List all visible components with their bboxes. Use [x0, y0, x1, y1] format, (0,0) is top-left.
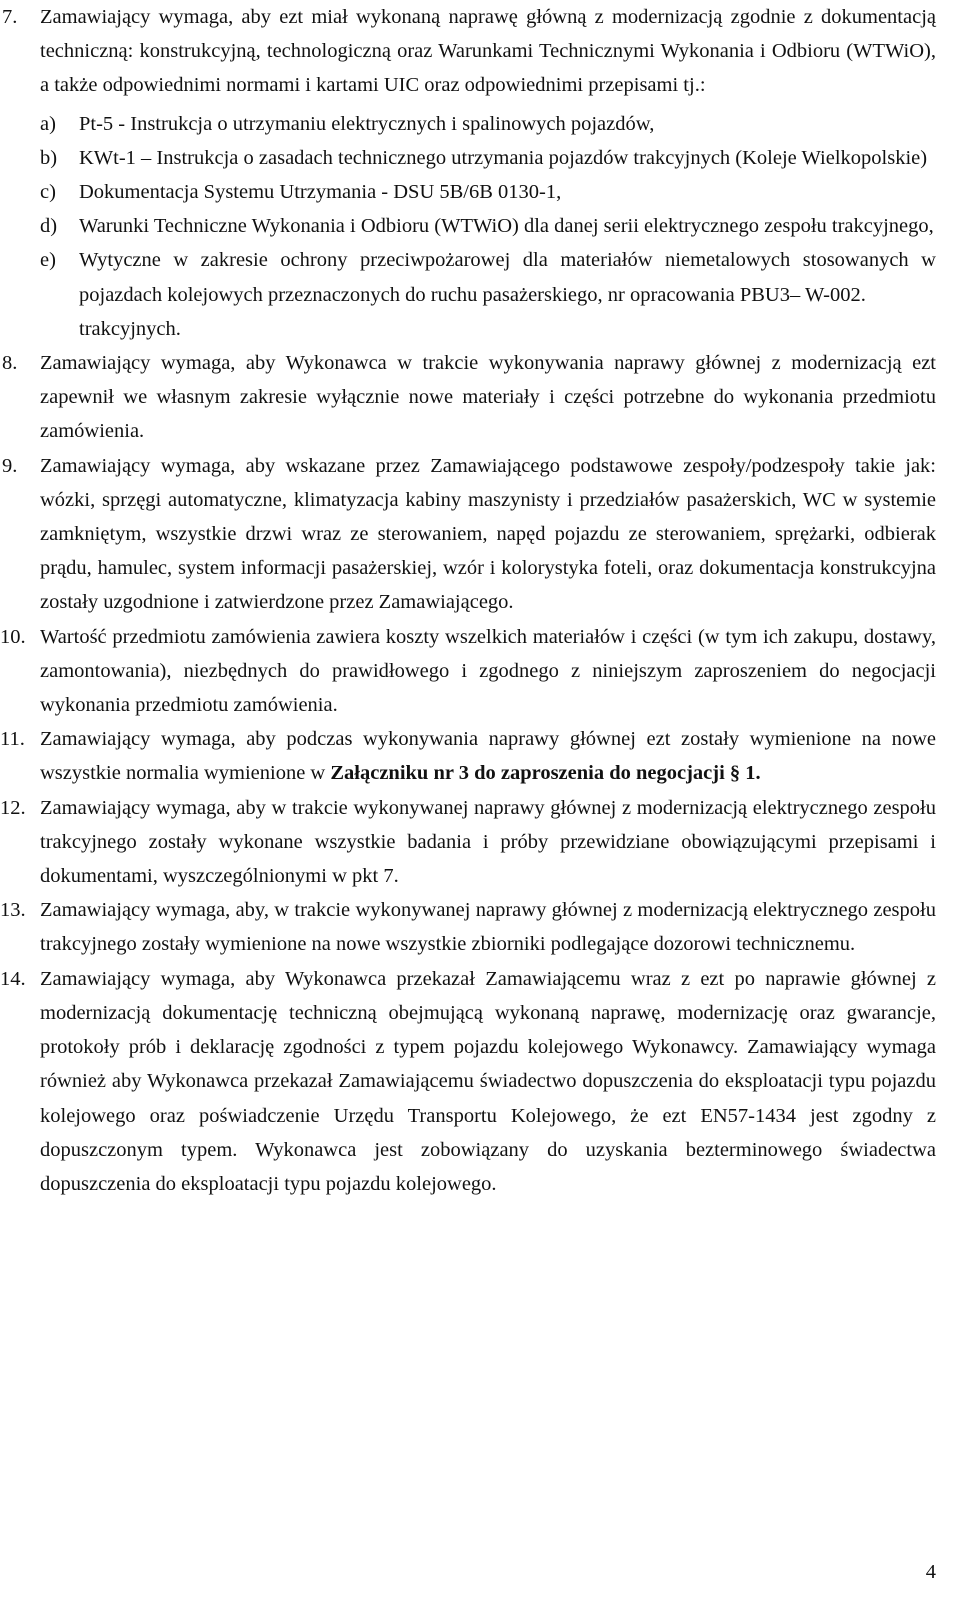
sub-item-text: KWt-1 – Instrukcja o zasadach technicznego utrzymania pojazdów trakcyjnych (Koleje Wielkopolskie) — [79, 146, 928, 169]
item-text: Zamawiający wymaga, aby, w trakcie wykonywanej naprawy głównej z modernizacją elektrycznego zespołu trakcyjnego zostały wymienione na nowe wszystkie zbiorniki podlegające dozorowi technicznemu. — [40, 899, 936, 956]
sub-item-text: Dokumentacja Systemu Utrzymania - DSU 5B/6B 0130-1, — [79, 181, 562, 204]
sub-item-e — [0, 243, 960, 311]
sub-item-letter: e) — [40, 249, 56, 272]
list-item-11 — [0, 722, 960, 790]
list-item-12 — [0, 791, 960, 894]
item-number: 11. — [0, 728, 25, 751]
sub-item-letter: b) — [40, 146, 58, 169]
item-7-trailing-text: trakcyjnych. — [79, 317, 181, 340]
item-number: 13. — [0, 899, 26, 922]
sub-item-text: Pt-5 - Instrukcja o utrzymaniu elektrycznych i spalinowych pojazdów, — [79, 112, 655, 135]
sub-item-d — [0, 209, 960, 243]
sub-item-b — [0, 141, 960, 175]
sub-item-letter: a) — [40, 112, 56, 135]
list-item-10 — [0, 620, 960, 723]
item-number: 14. — [0, 967, 26, 990]
sub-item-letter: c) — [40, 181, 56, 204]
item-text: Zamawiający wymaga, aby Wykonawca w trakcie wykonywania naprawy głównej z modernizacją ezt zapewnił we własnym zakresie wyłącznie nowe materiały i części potrzebne do wykonania przedmiotu zamówienia. — [40, 352, 936, 443]
item-text: Zamawiający wymaga, aby w trakcie wykonywanej naprawy głównej z modernizacją elektrycznego zespołu trakcyjnego zostały wykonane wszystkie badania i próby przewidziane obowiązującymi przepisami i dokumentami, wyszczególnionymi w pkt 7. — [40, 796, 936, 888]
item-text: Zamawiający wymaga, aby ezt miał wykonaną naprawę główną z modernizacją zgodnie z dokumentacją techniczną: konstrukcyjną, technologiczną oraz Warunkami Technicznymi Wykonania i Odbioru (WTWiO), a także odpowiednimi normami i kartami UIC oraz odpowiednimi przepisami tj.: — [40, 6, 936, 97]
item-text: Zamawiający wymaga, aby podczas wykonywania naprawy głównej ezt zostały wymienione na nowe wszystkie normalia wymienione w — [40, 728, 936, 785]
sub-item-text: Warunki Techniczne Wykonania i Odbioru (WTWiO) dla danej serii elektrycznego zespołu trakcyjnego, — [79, 215, 934, 238]
item-number: 8. — [2, 352, 18, 375]
list-item-8 — [0, 346, 960, 449]
list-item-14 — [0, 962, 960, 1201]
item-number: 7. — [2, 6, 18, 28]
list-item-7 — [0, 0, 960, 103]
list-item-13 — [0, 893, 960, 961]
item-number: 12. — [0, 796, 26, 819]
sub-item-text: Wytyczne w zakresie ochrony przeciwpożarowej dla materiałów niemetalowych stosowanych w pojazdach kolejowych przeznaczonych do ruchu pasażerskiego, nr opracowania PBU3– W-002. — [79, 249, 936, 306]
page-number: 4 — [925, 1561, 936, 1583]
item-number: 9. — [2, 454, 18, 477]
item-text: Wartość przedmiotu zamówienia zawiera koszty wszelkich materiałów i części (w tym ich zakupu, dostawy, zamontowania), niezbędnych do prawidłowego i zgodnego z niniejszym zaproszeniem do negocjacji wykonania przedmiotu zamówienia. — [40, 625, 936, 717]
sub-item-letter: d) — [40, 215, 58, 238]
item-text: Zamawiający wymaga, aby wskazane przez Zamawiającego podstawowe zespoły/podzespoły takie jak: wózki, sprzęgi automatyczne, klimatyzacja kabiny maszynisty i przedziałów pasażerskich, WC w systemie zamkniętym, wszystkie drzwi wraz ze sterowaniem, napęd pojazdu ze sterowaniem, sprężarki, odbierak prądu, hamulec, system informacji pasażerskiej, wzór i kolorystyka foteli, oraz dokumentacja konstrukcyjna zostały uzgodnione i zatwierdzone przez Zamawiającego. — [40, 454, 936, 614]
list-item-9 — [0, 449, 960, 620]
sub-item-c — [0, 175, 960, 209]
sub-item-a — [0, 107, 960, 141]
item-number: 10. — [0, 625, 26, 648]
attachment-reference: Załączniku nr 3 do zaproszenia do negocjacji § 1. — [330, 762, 761, 785]
item-text: Zamawiający wymaga, aby Wykonawca przekazał Zamawiającemu wraz z ezt po naprawie głównej z modernizacją dokumentację techniczną obejmującą wykonaną naprawę, modernizację oraz gwarancje, protokoły prób i deklarację zgodności z typem pojazdu kolejowego Wykonawcy. Zamawiający wymaga również aby Wykonawca przekazał Zamawiającemu świadectwo dopuszczenia do eksploatacji typu pojazdu kolejowego oraz poświadczenie Urzędu Transportu Kolejowego, że ezt EN57-1434 jest zgodny z dopuszczonym typem. Wykonawca jest zobowiązany do uzyskania bezterminowego świadectwa dopuszczenia do eksploatacji typu pojazdu kolejowego. — [40, 967, 936, 1195]
